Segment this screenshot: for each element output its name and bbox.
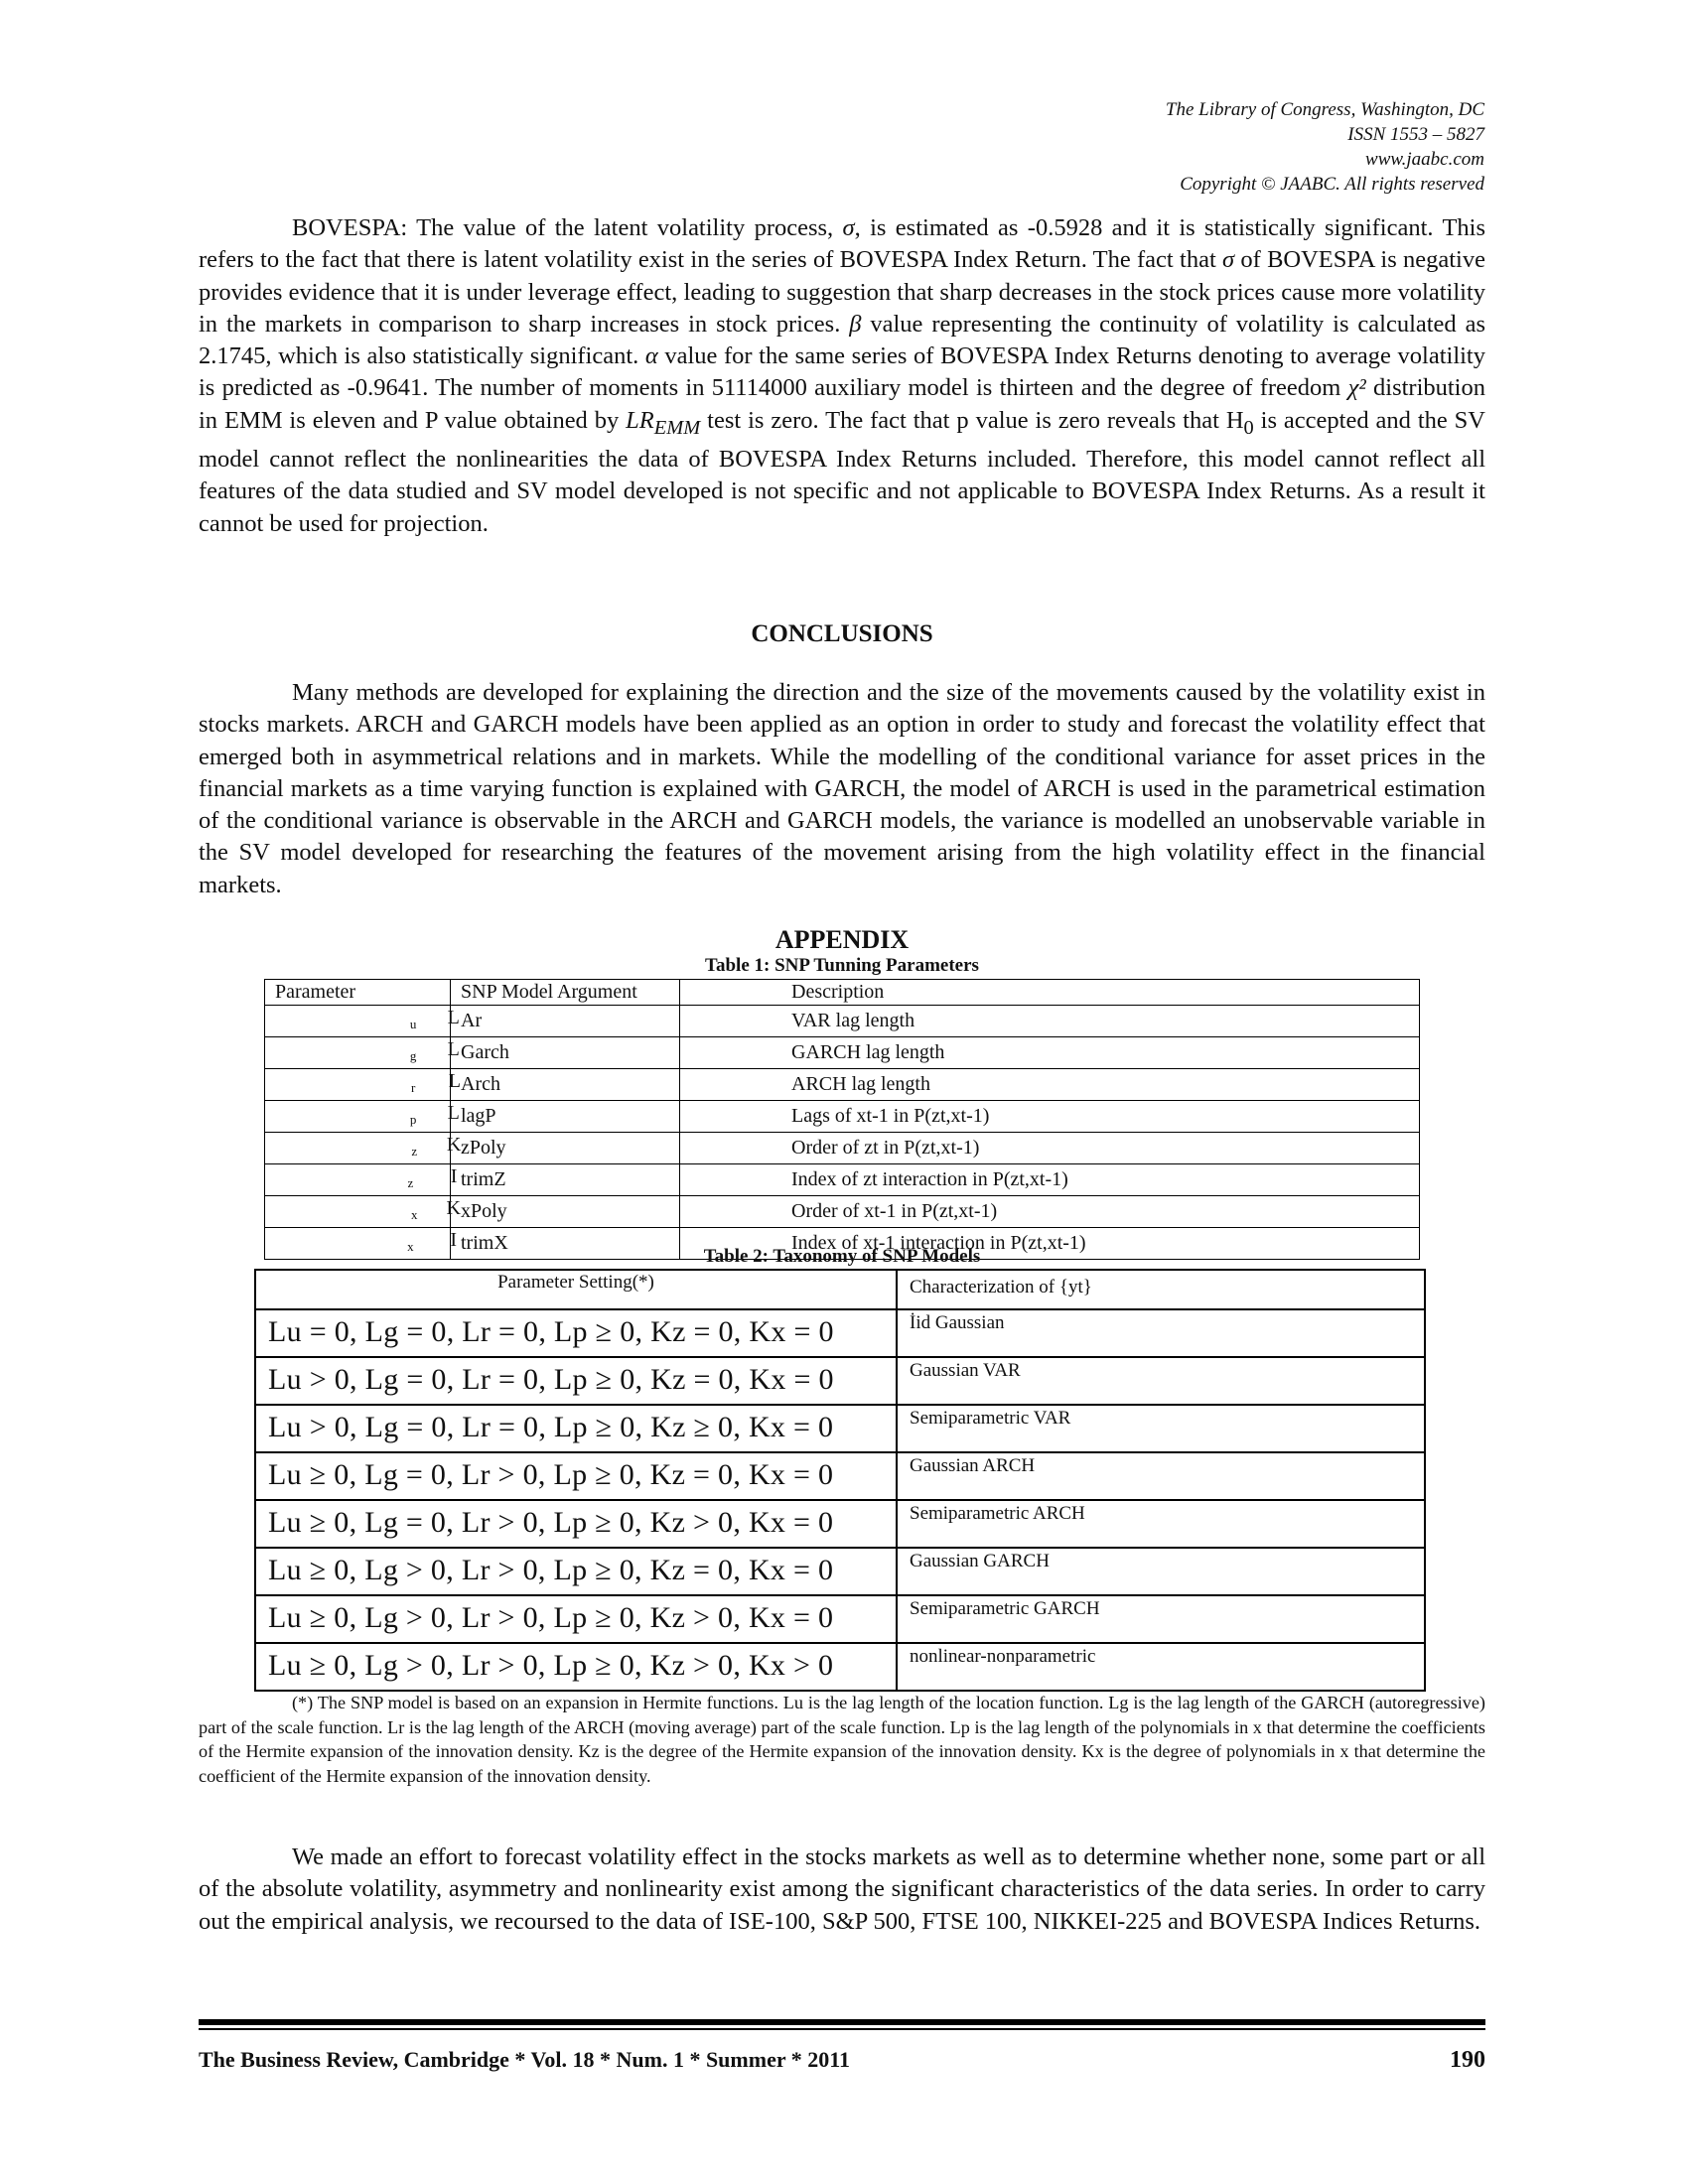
- table2-row: [255, 1643, 1425, 1691]
- table2-cell-characterization: nonlinear-nonparametric: [897, 1643, 1425, 1691]
- sigma-symbol: σ: [842, 214, 855, 241]
- header-issn: ISSN 1553 – 5827: [1347, 124, 1484, 145]
- table2-row: [255, 1309, 1425, 1357]
- paragraph-bovespa: BOVESPA: The value of the latent volatility process, σ, is estimated as -0.5928 and it is statistically significant. This refers to the fact that there is latent volatility exist in the series of BOVESPA Index Return. The fact that σ of BOVESPA is negative provides evidence that it is under leverage effect, leading to suggestion that sharp decreases in the stock prices cause more volatility in the markets in comparison to sharp increases in stock prices. β value representing the continuity of volatility is calculated as 2.1745, which is also statistically significant. α value for the same series of BOVESPA Index Returns denoting to average volatility is predicted as -0.9641. The number of moments in 51114000 auxiliary model is thirteen and the degree of freedom χ² distribution in EMM is eleven and P value obtained by $LR_{EMM}$ test is zero. The fact that p value is zero reveals that $H_0$ is accepted and the SV model cannot reflect the nonlinearities the data of BOVESPA Index Returns included. Therefore, this model cannot reflect all features of the data studied and SV model developed is not specific and not applicable to BOVESPA Index Returns. As a result it cannot be used for projection.: [199, 214, 1486, 537]
- table2-header-parameter-setting: Parameter Setting(*): [255, 1270, 897, 1309]
- table1-cell-parameter: $I_x$: [265, 1227, 451, 1259]
- table2-cell-characterization: Semiparametric VAR: [897, 1405, 1425, 1452]
- table1-caption: Table 1: SNP Tunning Parameters: [705, 955, 979, 976]
- table1-cell-argument: trimX: [451, 1227, 680, 1259]
- table2-row: [255, 1405, 1425, 1452]
- table1-cell-description: Order of xt-1 in P(zt,xt-1): [680, 1195, 1420, 1227]
- page-number: 190: [1450, 2047, 1485, 2073]
- table1-cell-parameter: $L_p$: [265, 1100, 451, 1132]
- table1-cell-argument: zPoly: [451, 1132, 680, 1163]
- appendix-heading: APPENDIX: [774, 925, 910, 954]
- table1-cell-description: VAR lag length: [680, 1005, 1420, 1036]
- table2-caption: Table 2: Taxonomy of SNP Models: [703, 1246, 981, 1267]
- table1-header-row: [265, 980, 1420, 1006]
- header-library: The Library of Congress, Washington, DC: [1165, 99, 1484, 120]
- table1-cell-argument: Ar: [451, 1005, 680, 1036]
- table1-header-argument: SNP Model Argument: [451, 980, 680, 1006]
- table1-row: [265, 1068, 1420, 1100]
- beta-symbol: β: [849, 310, 862, 338]
- table1-cell-argument: Garch: [451, 1036, 680, 1068]
- table2-cell-characterization: Gaussian GARCH: [897, 1548, 1425, 1595]
- table1-row: [265, 1195, 1420, 1227]
- table1-cell-argument: lagP: [451, 1100, 680, 1132]
- running-header: [1166, 97, 1484, 197]
- table1-cell-parameter: $L_g$: [265, 1036, 451, 1068]
- table2-cell-parameter-setting: Lu > 0, Lg = 0, Lr = 0, Lp ≥ 0, Kz = 0, Kx = 0: [255, 1357, 897, 1405]
- sigma-symbol: σ: [1222, 246, 1235, 274]
- table2-row: [255, 1548, 1425, 1595]
- header-copyright: Copyright © JAABC. All rights reserved: [1180, 174, 1484, 195]
- table2-cell-parameter-setting: Lu ≥ 0, Lg > 0, Lr > 0, Lp ≥ 0, Kz > 0, Kx > 0: [255, 1643, 897, 1691]
- table2-header-row: [255, 1270, 1425, 1309]
- header-website: www.jaabc.com: [1365, 149, 1484, 170]
- table1-cell-description: Index of xt-1 interaction in P(zt,xt-1): [680, 1227, 1420, 1259]
- table1-header-description: Description: [680, 980, 1420, 1006]
- table1-row: [265, 1132, 1420, 1163]
- table1-cell-parameter: $L_r$: [265, 1068, 451, 1100]
- table1-cell-description: GARCH lag length: [680, 1036, 1420, 1068]
- table2-cell-parameter-setting: Lu = 0, Lg = 0, Lr = 0, Lp ≥ 0, Kz = 0, Kx = 0: [255, 1309, 897, 1357]
- table1-row: [265, 1036, 1420, 1068]
- table1-row: [265, 1005, 1420, 1036]
- table2-cell-parameter-setting: Lu ≥ 0, Lg = 0, Lr > 0, Lp ≥ 0, Kz = 0, Kx = 0: [255, 1452, 897, 1500]
- table1-row: [265, 1163, 1420, 1195]
- table1-cell-description: ARCH lag length: [680, 1068, 1420, 1100]
- table2-row: [255, 1452, 1425, 1500]
- table1-cell-description: Order of zt in P(zt,xt-1): [680, 1132, 1420, 1163]
- table1-header-parameter: Parameter: [265, 980, 451, 1006]
- table1-cell-parameter: $L_u$: [265, 1005, 451, 1036]
- table2-snp-taxonomy: [254, 1269, 1426, 1692]
- table1-cell-argument: trimZ: [451, 1163, 680, 1195]
- table2-cell-parameter-setting: Lu ≥ 0, Lg > 0, Lr > 0, Lp ≥ 0, Kz > 0, Kx = 0: [255, 1595, 897, 1643]
- table-footnote: (*) The SNP model is based on an expansion in Hermite functions. Lu is the lag length of the location function. Lg is the lag length of the GARCH (autoregressive) part of the scale function. Lr is the lag length of the ARCH (moving average) part of the scale function. Lp is the lag length of the polynomials in x that determine the coefficients of the Hermite expansion of the innovation density. Kz is the degree of the Hermite expansion of the innovation density. Kx is the degree of polynomials in x that determine the coefficient of the Hermite expansion of the innovation density.: [199, 1693, 1485, 1786]
- table2-row: [255, 1595, 1425, 1643]
- table1-row: [265, 1100, 1420, 1132]
- lr-emm-symbol: $LR_{EMM}$: [626, 406, 701, 439]
- table1-snp-parameters: [264, 979, 1420, 1260]
- footer-journal: The Business Review, Cambridge * Vol. 18 * Num. 1 * Summer * 2011: [199, 2047, 850, 2072]
- conclusions-heading: CONCLUSIONS: [751, 620, 933, 647]
- table1-cell-parameter: $K_x$: [265, 1195, 451, 1227]
- table1-cell-argument: Arch: [451, 1068, 680, 1100]
- table2-cell-parameter-setting: Lu > 0, Lg = 0, Lr = 0, Lp ≥ 0, Kz ≥ 0, Kx = 0: [255, 1405, 897, 1452]
- table1-cell-parameter: $I_z$: [265, 1163, 451, 1195]
- table2-cell-characterization: İid Gaussian: [897, 1309, 1425, 1357]
- table2-cell-characterization: Gaussian ARCH: [897, 1452, 1425, 1500]
- paragraph-conclusions: Many methods are developed for explaining the direction and the size of the movements caused by the volatility exist in stocks markets. ARCH and GARCH models have been applied as an option in order to study and forecast the volatility effect that emerged both in asymmetrical relations and in markets. While the modelling of the conditional variance for asset prices in the financial markets as a time varying function is explained with GARCH, the model of ARCH is used in the parametrical estimation of the conditional variance is observable in the ARCH and GARCH models, the variance is modelled an unobservable variable in the SV model developed for researching the features of the movement arising from the high volatility effect in the financial markets.: [199, 679, 1485, 898]
- table1-cell-description: Lags of xt-1 in P(zt,xt-1): [680, 1100, 1420, 1132]
- footer-rule-thin: [199, 2028, 1485, 2030]
- table1-cell-argument: xPoly: [451, 1195, 680, 1227]
- table2-row: [255, 1500, 1425, 1548]
- paragraph-empirical: We made an effort to forecast volatility effect in the stocks markets as well as to determine whether none, some part or all of the absolute volatility, asymmetry and nonlinearity exist among the significant characteristics of the data series. In order to carry out the empirical analysis, we recoursed to the data of ISE-100, S&P 500, FTSE 100, NIKKEI-225 and BOVESPA Indices Returns.: [199, 1843, 1485, 1935]
- footer-rule-thick: [199, 2019, 1485, 2025]
- chi-square-symbol: χ²: [1347, 374, 1366, 402]
- table2-row: [255, 1357, 1425, 1405]
- table1-cell-description: Index of zt interaction in P(zt,xt-1): [680, 1163, 1420, 1195]
- table2-cell-parameter-setting: Lu ≥ 0, Lg > 0, Lr > 0, Lp ≥ 0, Kz = 0, Kx = 0: [255, 1548, 897, 1595]
- table2-cell-characterization: Semiparametric GARCH: [897, 1595, 1425, 1643]
- table1-cell-parameter: $K_z$: [265, 1132, 451, 1163]
- table2-cell-characterization: Semiparametric ARCH: [897, 1500, 1425, 1548]
- table2-cell-parameter-setting: Lu ≥ 0, Lg = 0, Lr > 0, Lp ≥ 0, Kz > 0, Kx = 0: [255, 1500, 897, 1548]
- table2-header-characterization: Characterization of {yt}: [897, 1270, 1425, 1309]
- alpha-symbol: α: [644, 342, 658, 370]
- table2-cell-characterization: Gaussian VAR: [897, 1357, 1425, 1405]
